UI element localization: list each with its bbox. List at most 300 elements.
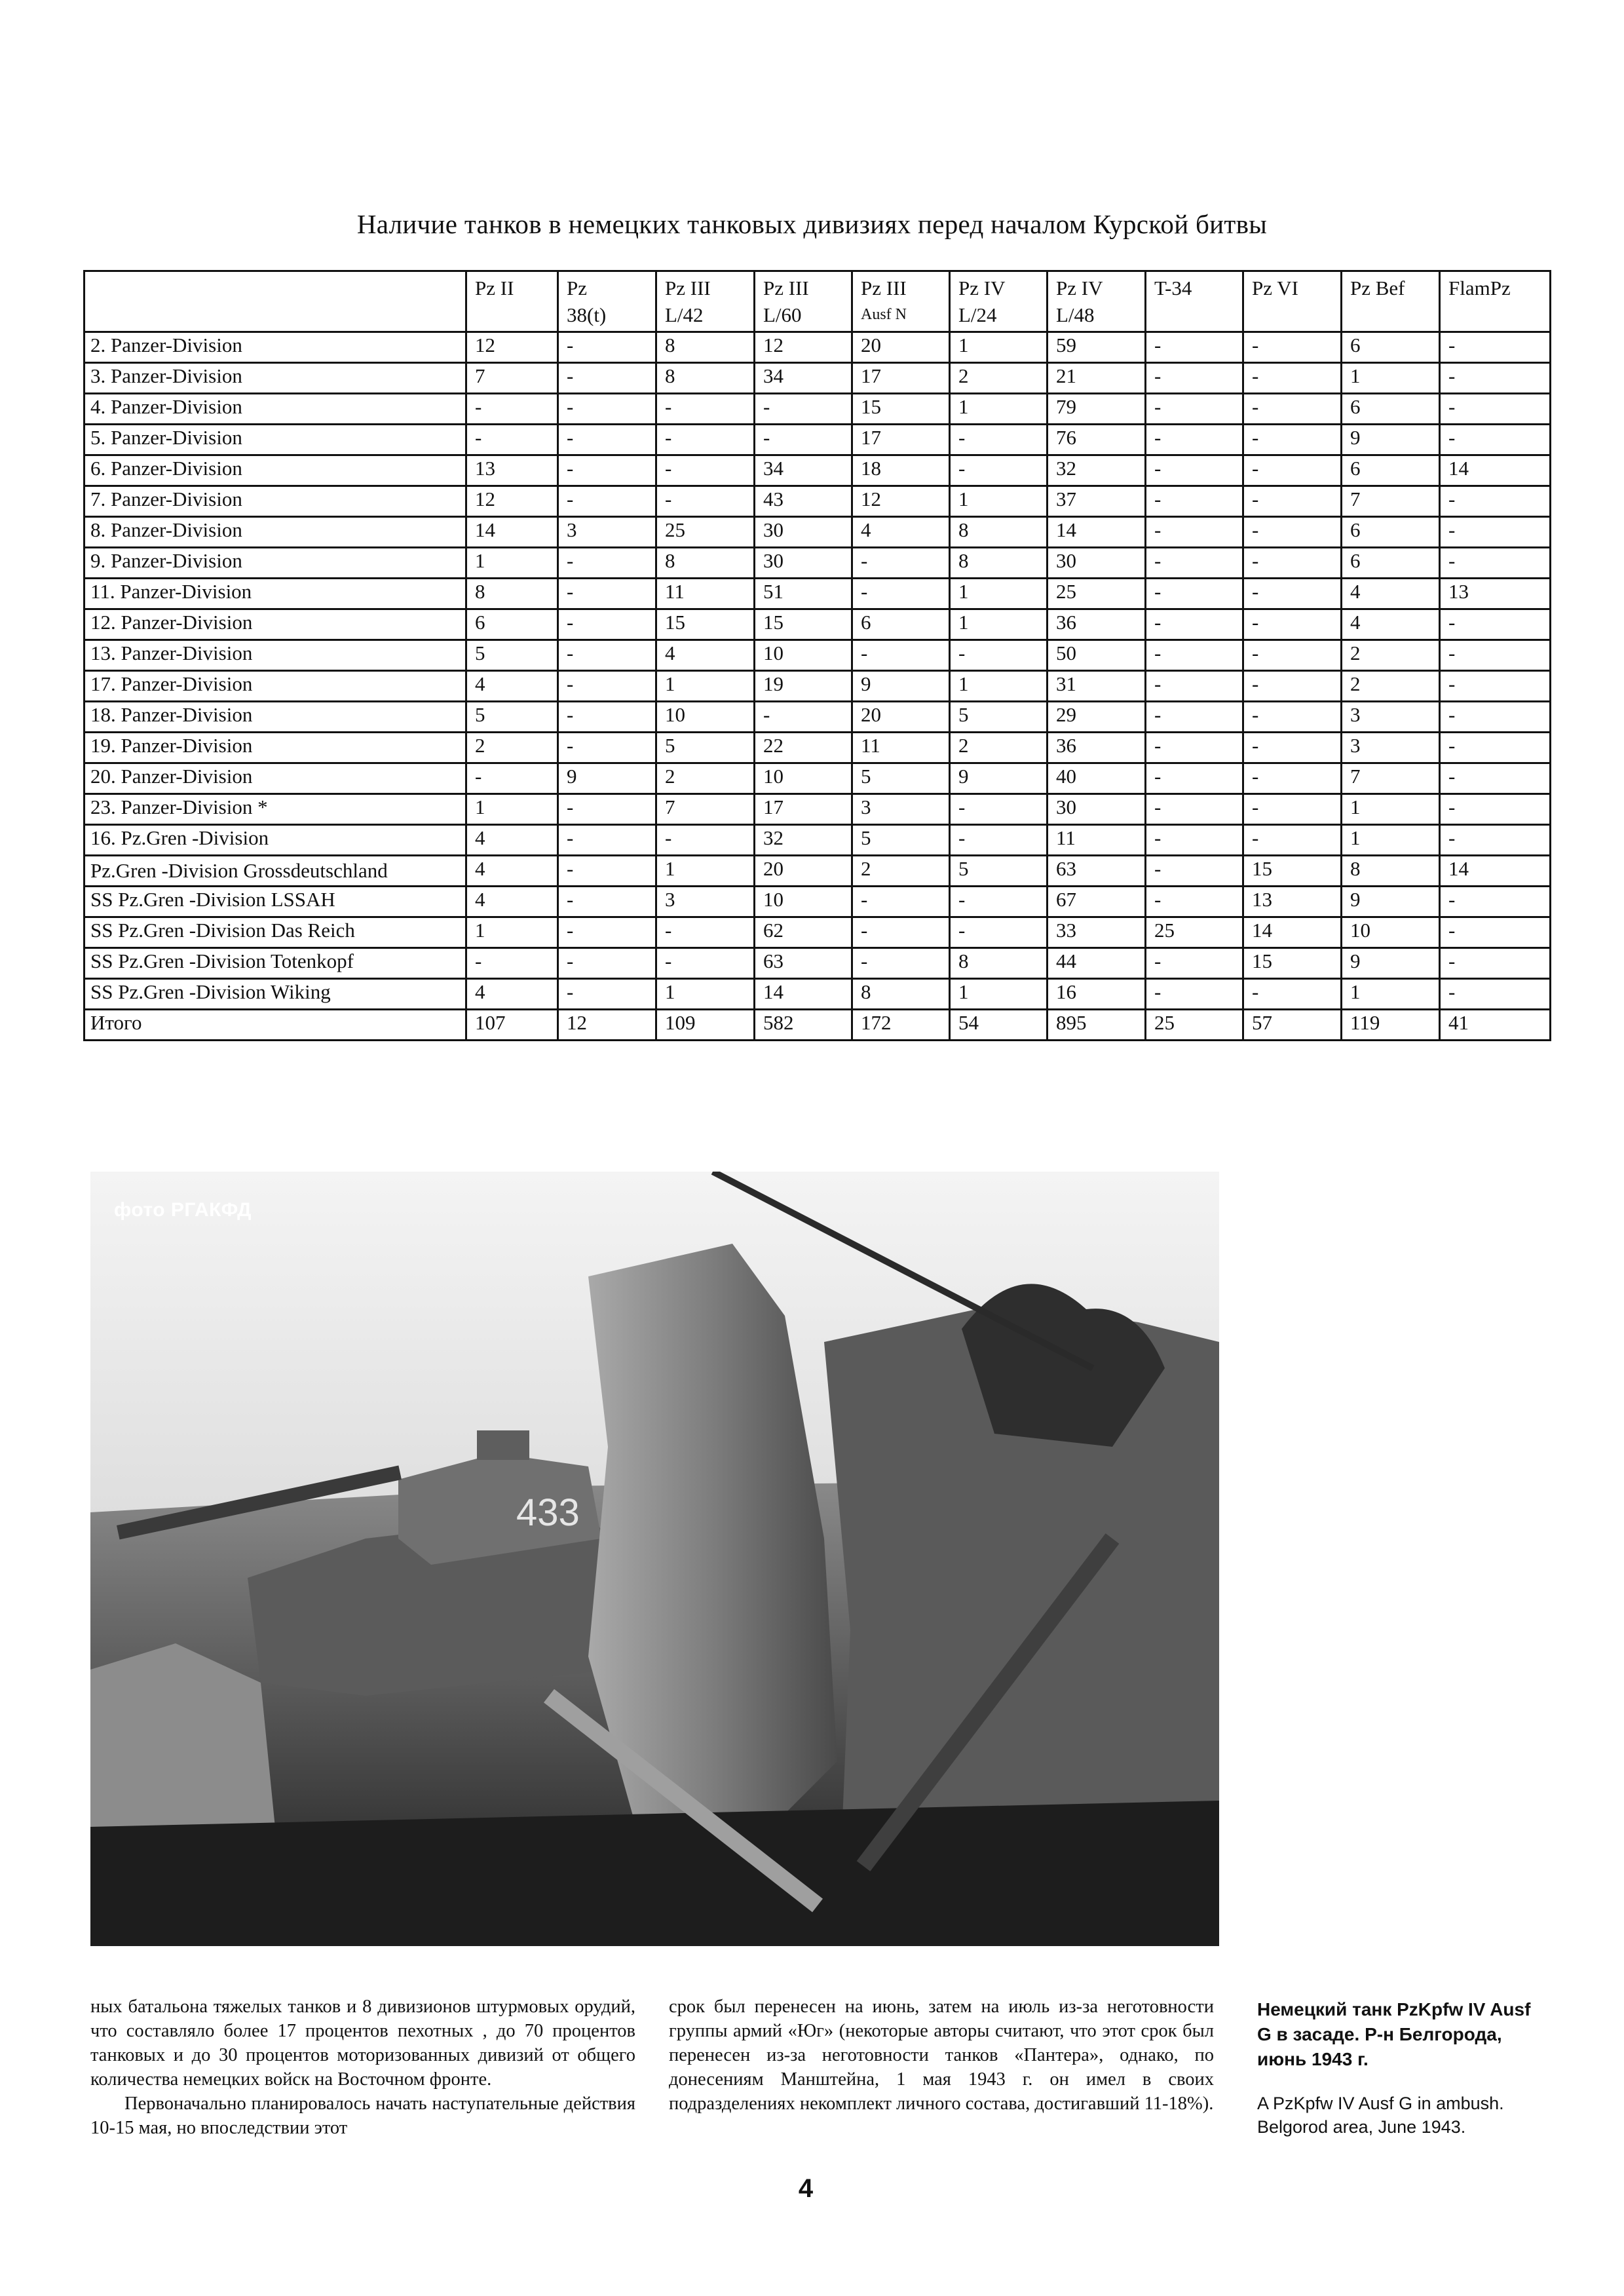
tank-count-cell: 6: [1342, 517, 1440, 548]
photo-illustration: [90, 1172, 1219, 1946]
tank-count-cell: 8: [950, 548, 1048, 579]
tank-count-cell: 34: [755, 363, 852, 394]
tank-count-cell: -: [466, 394, 558, 425]
header-cell: [1048, 271, 1146, 332]
tank-count-cell: 30: [1048, 548, 1146, 579]
tank-count-cell: 8: [466, 579, 558, 609]
division-name-cell: 19. Panzer-Division: [85, 733, 466, 763]
tank-count-cell: -: [1440, 363, 1551, 394]
header-cell: [466, 271, 558, 332]
tank-count-cell: -: [558, 363, 656, 394]
tank-count-cell: 2: [1342, 640, 1440, 671]
tank-count-cell: -: [558, 887, 656, 917]
tank-count-cell: 2: [466, 733, 558, 763]
tank-count-cell: 57: [1243, 1010, 1342, 1041]
division-name-cell: 8. Panzer-Division: [85, 517, 466, 548]
tank-count-cell: 8: [1342, 856, 1440, 887]
tank-count-cell: -: [1243, 455, 1342, 486]
tank-count-cell: -: [1243, 979, 1342, 1010]
tank-count-cell: 7: [1342, 486, 1440, 517]
tank-count-cell: -: [466, 948, 558, 979]
tank-count-cell: -: [1243, 640, 1342, 671]
tank-count-cell: 20: [852, 332, 950, 363]
tank-count-cell: 1: [950, 394, 1048, 425]
tank-count-cell: 63: [755, 948, 852, 979]
tank-count-cell: 8: [656, 332, 755, 363]
tank-count-cell: -: [1243, 609, 1342, 640]
tank-count-cell: 12: [466, 486, 558, 517]
tank-count-cell: 2: [950, 363, 1048, 394]
tank-count-cell: 3: [1342, 702, 1440, 733]
tank-count-cell: -: [950, 917, 1048, 948]
tank-count-cell: 16: [1048, 979, 1146, 1010]
tank-count-cell: -: [1440, 887, 1551, 917]
tank-count-cell: 8: [656, 363, 755, 394]
header-line-2: L/48: [1056, 303, 1095, 326]
tank-count-cell: 10: [755, 640, 852, 671]
tank-count-cell: 15: [1243, 948, 1342, 979]
header-cell: [558, 271, 656, 332]
tank-count-cell: -: [950, 794, 1048, 825]
tank-count-cell: 3: [558, 517, 656, 548]
tank-count-cell: 13: [1243, 887, 1342, 917]
table-row: [85, 363, 1551, 394]
header-line-1: Pz VI: [1252, 277, 1298, 299]
division-name-cell: 17. Panzer-Division: [85, 671, 466, 702]
tank-count-cell: -: [656, 394, 755, 425]
tank-count-cell: 1: [950, 979, 1048, 1010]
division-name-cell: 5. Panzer-Division: [85, 425, 466, 455]
tank-count-cell: -: [950, 425, 1048, 455]
header-line-2: [93, 301, 457, 328]
header-line-1: Pz Bef: [1350, 277, 1405, 299]
tank-count-cell: 107: [466, 1010, 558, 1041]
table-title: Наличие танков в немецких танковых дивизиях перед началом Курской битвы: [356, 209, 1268, 239]
tank-count-cell: -: [466, 425, 558, 455]
tank-count-cell: -: [656, 948, 755, 979]
tank-count-cell: 9: [1342, 948, 1440, 979]
tank-count-cell: 25: [1146, 1010, 1243, 1041]
division-name-cell: SS Pz.Gren -Division Totenkopf: [85, 948, 466, 979]
tank-strength-table: [83, 270, 1551, 1041]
tank-count-cell: -: [1243, 671, 1342, 702]
tank-count-cell: 1: [950, 332, 1048, 363]
tank-count-cell: -: [1440, 548, 1551, 579]
tank-count-cell: -: [558, 856, 656, 887]
header-line-1: Pz III: [861, 277, 907, 299]
tank-count-cell: -: [1146, 887, 1243, 917]
tank-count-cell: 36: [1048, 733, 1146, 763]
header-line-2: L/24: [958, 303, 997, 326]
tank-count-cell: -: [1243, 763, 1342, 794]
tank-count-cell: -: [1146, 486, 1243, 517]
table-row: [85, 917, 1551, 948]
tank-count-cell: 7: [1342, 763, 1440, 794]
tank-count-cell: 1: [1342, 363, 1440, 394]
tank-count-cell: -: [1146, 856, 1243, 887]
tank-count-cell: -: [1146, 733, 1243, 763]
tank-count-cell: -: [558, 733, 656, 763]
tank-count-cell: 3: [656, 887, 755, 917]
tank-count-cell: 18: [852, 455, 950, 486]
division-name-cell: Pz.Gren -Division Grossdeutschland: [85, 856, 466, 887]
tank-count-cell: 20: [852, 702, 950, 733]
tank-count-cell: 59: [1048, 332, 1146, 363]
tank-count-cell: 3: [1342, 733, 1440, 763]
division-name-cell: 20. Panzer-Division: [85, 763, 466, 794]
tank-count-cell: 30: [1048, 794, 1146, 825]
division-name-cell: SS Pz.Gren -Division LSSAH: [85, 887, 466, 917]
table-row: [85, 887, 1551, 917]
tank-count-cell: -: [755, 394, 852, 425]
header-line-1: T-34: [1154, 277, 1192, 299]
table-row: [85, 948, 1551, 979]
tank-count-cell: 8: [852, 979, 950, 1010]
tank-count-cell: 1: [1342, 794, 1440, 825]
tank-count-cell: -: [1440, 825, 1551, 856]
tank-count-cell: 8: [950, 948, 1048, 979]
division-name-cell: 3. Panzer-Division: [85, 363, 466, 394]
tank-count-cell: -: [558, 640, 656, 671]
tank-count-cell: -: [1146, 671, 1243, 702]
tank-count-cell: -: [1146, 394, 1243, 425]
tank-count-cell: 15: [656, 609, 755, 640]
table-row: [85, 548, 1551, 579]
tank-count-cell: 2: [1342, 671, 1440, 702]
body-paragraph: Первоначально планировалось начать наступательные действия 10-15 мая, но впоследствии этот: [90, 2094, 635, 2138]
header-line-2: L/60: [763, 303, 802, 326]
tank-count-cell: -: [950, 887, 1048, 917]
tank-count-cell: 172: [852, 1010, 950, 1041]
tank-count-cell: 17: [852, 363, 950, 394]
tank-count-cell: 7: [656, 794, 755, 825]
tank-count-cell: 63: [1048, 856, 1146, 887]
header-cell: [656, 271, 755, 332]
tank-count-cell: 6: [1342, 332, 1440, 363]
tank-count-cell: 14: [1440, 856, 1551, 887]
tank-count-cell: 14: [1440, 455, 1551, 486]
tank-count-cell: -: [558, 548, 656, 579]
header-line-2: 38(t): [567, 303, 607, 326]
division-name-cell: 13. Panzer-Division: [85, 640, 466, 671]
tank-count-cell: -: [558, 455, 656, 486]
page-number: 4: [798, 2174, 814, 2203]
tank-count-cell: 32: [755, 825, 852, 856]
tank-count-cell: 12: [558, 1010, 656, 1041]
tank-count-cell: 1: [950, 671, 1048, 702]
tank-count-cell: -: [852, 887, 950, 917]
tank-count-cell: -: [558, 671, 656, 702]
tank-count-cell: -: [1146, 640, 1243, 671]
body-column-1: [90, 1995, 635, 2140]
tank-count-cell: 14: [1243, 917, 1342, 948]
tank-count-cell: 11: [1048, 825, 1146, 856]
tank-count-cell: -: [1440, 979, 1551, 1010]
tank-count-cell: 5: [466, 640, 558, 671]
tank-count-cell: 51: [755, 579, 852, 609]
tank-count-cell: -: [558, 579, 656, 609]
tank-count-cell: 6: [852, 609, 950, 640]
tank-count-cell: 10: [1342, 917, 1440, 948]
tank-count-cell: 1: [466, 548, 558, 579]
tank-count-cell: 6: [466, 609, 558, 640]
body-paragraph: срок был перенесен на июнь, затем на июль из-за неготовности группы армий «Юг» (некоторые авторы считают, что этот срок был перенесен из-за неготовности танков «Пантера», однако, по донесениям Манштейна, 1 мая 1943 г. он имел в своих подразделениях некомплект личного состава, достигавший 11-18%).: [669, 1997, 1214, 2114]
tank-count-cell: -: [558, 979, 656, 1010]
tank-count-cell: 25: [1146, 917, 1243, 948]
tank-count-cell: 5: [852, 763, 950, 794]
tank-count-cell: 62: [755, 917, 852, 948]
tank-count-cell: 13: [466, 455, 558, 486]
table-row: [85, 517, 1551, 548]
tank-count-cell: 4: [1342, 579, 1440, 609]
tank-count-cell: -: [1146, 794, 1243, 825]
header-cell: [1146, 271, 1243, 332]
tank-count-cell: 41: [1440, 1010, 1551, 1041]
tank-count-cell: 3: [852, 794, 950, 825]
table-row: [85, 609, 1551, 640]
tank-count-cell: 582: [755, 1010, 852, 1041]
tank-count-cell: -: [1243, 825, 1342, 856]
tank-count-cell: 4: [1342, 609, 1440, 640]
tank-count-cell: 22: [755, 733, 852, 763]
header-line-1: Pz II: [475, 277, 514, 299]
tank-count-cell: -: [558, 609, 656, 640]
tank-count-cell: 9: [1342, 425, 1440, 455]
tank-count-cell: -: [755, 702, 852, 733]
tank-count-cell: 1: [466, 917, 558, 948]
tank-count-cell: 29: [1048, 702, 1146, 733]
tank-count-cell: 44: [1048, 948, 1146, 979]
tank-count-cell: 37: [1048, 486, 1146, 517]
tank-count-cell: 20: [755, 856, 852, 887]
table-row: [85, 486, 1551, 517]
tank-count-cell: -: [1243, 579, 1342, 609]
header-cell: [852, 271, 950, 332]
tank-count-cell: 9: [1342, 887, 1440, 917]
tank-count-cell: 5: [852, 825, 950, 856]
tank-count-cell: 33: [1048, 917, 1146, 948]
tank-count-cell: 13: [1440, 579, 1551, 609]
tank-count-cell: -: [1440, 702, 1551, 733]
tank-count-cell: -: [1146, 609, 1243, 640]
tank-count-cell: 14: [466, 517, 558, 548]
tank-count-cell: 43: [755, 486, 852, 517]
table-row: [85, 671, 1551, 702]
tank-count-cell: 40: [1048, 763, 1146, 794]
header-cell: [1342, 271, 1440, 332]
tank-count-cell: -: [1146, 702, 1243, 733]
division-name-cell: SS Pz.Gren -Division Das Reich: [85, 917, 466, 948]
tank-count-cell: -: [1146, 425, 1243, 455]
tank-count-cell: 2: [852, 856, 950, 887]
tank-count-cell: 4: [656, 640, 755, 671]
table-header-row: [85, 271, 1551, 332]
tank-count-cell: 4: [466, 856, 558, 887]
tank-count-cell: 12: [852, 486, 950, 517]
header-line-1: Pz IV: [958, 277, 1006, 299]
tank-count-cell: 6: [1342, 455, 1440, 486]
tank-count-cell: 25: [656, 517, 755, 548]
tank-count-cell: -: [656, 917, 755, 948]
division-name-cell: 6. Panzer-Division: [85, 455, 466, 486]
tank-count-cell: -: [558, 794, 656, 825]
table-row: [85, 579, 1551, 609]
tank-count-cell: 1: [656, 671, 755, 702]
tank-count-cell: -: [1440, 609, 1551, 640]
tank-count-cell: 79: [1048, 394, 1146, 425]
tank-count-cell: 8: [950, 517, 1048, 548]
tank-count-cell: 4: [466, 979, 558, 1010]
header-line-1: FlamPz: [1448, 277, 1511, 299]
tank-count-cell: 30: [755, 517, 852, 548]
tank-count-cell: -: [1146, 548, 1243, 579]
tank-count-cell: 895: [1048, 1010, 1146, 1041]
tank-count-cell: -: [1440, 948, 1551, 979]
tank-count-cell: 1: [1342, 979, 1440, 1010]
tank-count-cell: -: [852, 917, 950, 948]
tank-cupola: [477, 1430, 529, 1460]
tank-count-cell: -: [558, 702, 656, 733]
photo-credit: фото РГАКФД: [114, 1199, 252, 1221]
tank-count-cell: -: [656, 455, 755, 486]
table-row: [85, 702, 1551, 733]
tank-count-cell: 32: [1048, 455, 1146, 486]
table-row: [85, 979, 1551, 1010]
tank-count-cell: 50: [1048, 640, 1146, 671]
tank-count-cell: -: [1440, 671, 1551, 702]
tank-count-cell: -: [1440, 794, 1551, 825]
tank-count-cell: 34: [755, 455, 852, 486]
tank-count-cell: 10: [755, 763, 852, 794]
tank-count-cell: 5: [656, 733, 755, 763]
table-row: [85, 1010, 1551, 1041]
tank-count-cell: -: [1146, 825, 1243, 856]
tank-count-cell: -: [1243, 517, 1342, 548]
tank-count-cell: 119: [1342, 1010, 1440, 1041]
tank-count-cell: 109: [656, 1010, 755, 1041]
tank-count-cell: -: [852, 548, 950, 579]
header-cell: [755, 271, 852, 332]
tank-count-cell: 21: [1048, 363, 1146, 394]
tank-count-cell: 11: [656, 579, 755, 609]
tank-count-cell: 1: [656, 979, 755, 1010]
tank-count-cell: 6: [1342, 394, 1440, 425]
tank-count-cell: -: [1146, 763, 1243, 794]
table-row: [85, 733, 1551, 763]
tank-count-cell: 9: [558, 763, 656, 794]
tank-count-cell: -: [558, 486, 656, 517]
tank-count-cell: -: [950, 640, 1048, 671]
header-line-1: Pz: [567, 277, 587, 299]
tank-count-cell: -: [852, 579, 950, 609]
tank-count-cell: -: [1243, 702, 1342, 733]
division-name-cell: Итого: [85, 1010, 466, 1041]
tank-count-cell: 9: [852, 671, 950, 702]
tank-count-cell: 14: [755, 979, 852, 1010]
header-line-2: Ausf N: [861, 306, 907, 323]
tank-count-cell: 1: [950, 579, 1048, 609]
tank-count-cell: -: [1243, 363, 1342, 394]
table-row: [85, 856, 1551, 887]
tank-count-cell: 9: [950, 763, 1048, 794]
tank-count-cell: 31: [1048, 671, 1146, 702]
tank-count-cell: 17: [755, 794, 852, 825]
header-line-1: Pz III: [665, 277, 711, 299]
tank-count-cell: 12: [755, 332, 852, 363]
tank-count-cell: -: [1243, 486, 1342, 517]
tank-count-cell: -: [1146, 579, 1243, 609]
tank-count-cell: 54: [950, 1010, 1048, 1041]
tank-count-cell: 19: [755, 671, 852, 702]
tank-count-cell: 8: [656, 548, 755, 579]
table-row: [85, 763, 1551, 794]
header-line-1: Pz IV: [1056, 277, 1103, 299]
tank-count-cell: -: [466, 763, 558, 794]
division-name-cell: 2. Panzer-Division: [85, 332, 466, 363]
table-row: [85, 794, 1551, 825]
tank-count-cell: -: [1440, 517, 1551, 548]
tank-count-cell: -: [950, 825, 1048, 856]
tank-count-cell: -: [558, 394, 656, 425]
tank-count-cell: -: [1440, 640, 1551, 671]
division-name-cell: 18. Panzer-Division: [85, 702, 466, 733]
header-cell: [1243, 271, 1342, 332]
tank-count-cell: -: [1146, 948, 1243, 979]
tank-count-cell: 2: [950, 733, 1048, 763]
tank-count-cell: -: [1440, 425, 1551, 455]
tank-count-cell: -: [1440, 917, 1551, 948]
tank-count-cell: -: [1146, 363, 1243, 394]
tank-count-cell: -: [558, 332, 656, 363]
table-body: [85, 332, 1551, 1041]
tank-count-cell: 4: [466, 887, 558, 917]
tank-count-cell: -: [1243, 425, 1342, 455]
header-line-1: [93, 275, 457, 301]
tank-count-cell: 10: [656, 702, 755, 733]
tank-count-cell: 1: [656, 856, 755, 887]
division-name-cell: 4. Panzer-Division: [85, 394, 466, 425]
division-name-cell: 7. Panzer-Division: [85, 486, 466, 517]
header-cell-division: [85, 271, 466, 332]
tank-count-cell: -: [1440, 332, 1551, 363]
tank-count-cell: 76: [1048, 425, 1146, 455]
tank-count-cell: -: [1440, 394, 1551, 425]
tank-count-cell: -: [852, 948, 950, 979]
header-cell: [1440, 271, 1551, 332]
tank-count-cell: -: [1440, 733, 1551, 763]
tank-count-cell: -: [1243, 548, 1342, 579]
table-row: [85, 825, 1551, 856]
tank-count-cell: 11: [852, 733, 950, 763]
tank-count-cell: 30: [755, 548, 852, 579]
photo-caption: [1257, 1997, 1532, 2139]
table-row: [85, 455, 1551, 486]
caption-english: A PzKpfw IV Ausf G in ambush. Belgorod area, June 1943.: [1257, 2094, 1504, 2137]
header-line-2: L/42: [665, 303, 704, 326]
division-name-cell: 12. Panzer-Division: [85, 609, 466, 640]
tank-count-cell: 4: [852, 517, 950, 548]
division-name-cell: 9. Panzer-Division: [85, 548, 466, 579]
tank-count-cell: 12: [466, 332, 558, 363]
tank-count-cell: -: [755, 425, 852, 455]
tank-count-cell: -: [656, 425, 755, 455]
division-name-cell: SS Pz.Gren -Division Wiking: [85, 979, 466, 1010]
tank-count-cell: 17: [852, 425, 950, 455]
tank-count-cell: 5: [950, 856, 1048, 887]
tank-count-cell: 1: [1342, 825, 1440, 856]
tank-count-cell: -: [1440, 486, 1551, 517]
header-line-1: Pz III: [763, 277, 809, 299]
